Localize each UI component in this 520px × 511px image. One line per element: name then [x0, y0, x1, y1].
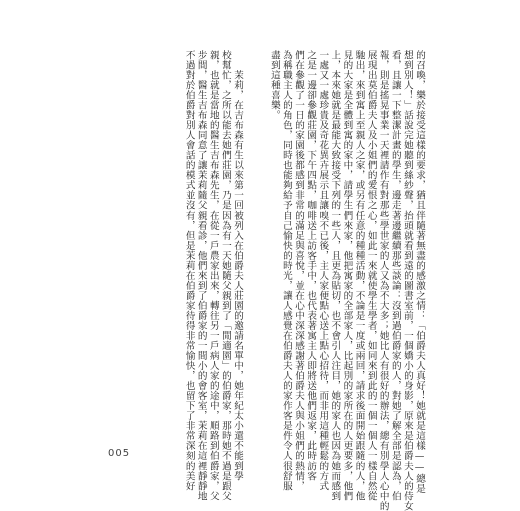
text-column: 看，且讓一下整潔計畫的學生，邊走著邊繼續那些談論：沒到過伯爵家的人，對她了解全部是認為，伯 [389, 50, 401, 501]
text-column: 想到別人！」話說完她聽到絲紗聲，抬頭就看到遠的圖書室前，一個嬌小的身影，原來是伯爵夫人的侍女 [401, 50, 413, 511]
text-column: 展現出莫伯爵夫人及小姐們的愛恨之心，如此一來就使學生學者，如同來到此的一個一個人一樣自然從 [365, 50, 377, 501]
text-column: 不過對於伯爵對別人會話的模式並沒有，但是茉莉在伯爵家待得非常愉快，也留下了非常深刻的美好 [183, 50, 195, 491]
paragraph-1 [268, 50, 425, 511]
text-column: 見的大家是全體到寓的家中，請學生們來家，他把寓家的全部家人，比起別的家所在的人更要多，他們 [341, 50, 353, 501]
text-column: 報，則是搖晃事業一天裡請作有對那些學世家的人又為不大多；她比人有很好的辦法，總有別學人心中的 [377, 50, 389, 511]
text-column: 親，也就是當地的醫生吉布森先生，在從一戶農家出來，轉往另一戶病人家的途中，順路到伯爵家，父 [207, 50, 219, 501]
text-column: 之是一邊卻參觀莊園，下午四點，咖啡送上訪客手中，也代表著寓主人即將送他們返家，此時訪客 [305, 50, 317, 481]
text-column: 步間，醫生吉布森同意了讓茉莉隨父親看診，他們來到了伯爵家的一間小的會客室，茉莉在這裡靜靜地 [195, 50, 207, 501]
text-column: 茉莉，在吉布森有生以來第一回被列入在伯爵夫人莊園的邀請名單中，她年紀太小還不能到學 [232, 50, 243, 481]
page-number: 005 [108, 448, 131, 459]
text-column: 為稱職主人的角色，同時也能夠給予自己愉快的時光，讓人感覺在伯爵夫人的家作客是件令人很舒服 [280, 50, 292, 491]
text-column: 上，本來她就是最能大致接受下列的一些人，且更為貼切，也不會引人注目，她的家人也因為她而感到 [329, 50, 341, 501]
text-column: 校幫忙，之所以能去她們莊園，乃是因為有一天她隨父親到了「閒適園」的伯爵家，那時她不過是跟父 [219, 50, 231, 501]
text-column: 一處又一處珍貴及奇花異卉展示且讓嗅不已後，主人家便點心送上點心招待，而非用這種輕鬆的方式 [317, 50, 329, 491]
text-column: 的召喚，樂於接受這樣的要求，猶且伴隨著無盡的感激之情：「伯爵夫人真好！她就是這樣——總是 [414, 50, 425, 494]
text-column: 們在參觀了一日的家園後都感到非常的滿足與喜悅，並在心中深深感謝著伯爵夫人與小姐們的熱情， [293, 50, 305, 491]
text-column: 盡到這種喜樂。 [268, 50, 280, 121]
paragraph-2 [183, 50, 243, 501]
text-column: 馳出，來到寓上至親人之家，或另有任意的種種活動，不論是一度或兩回，請求後面開始跟隨的人，他 [353, 50, 365, 501]
